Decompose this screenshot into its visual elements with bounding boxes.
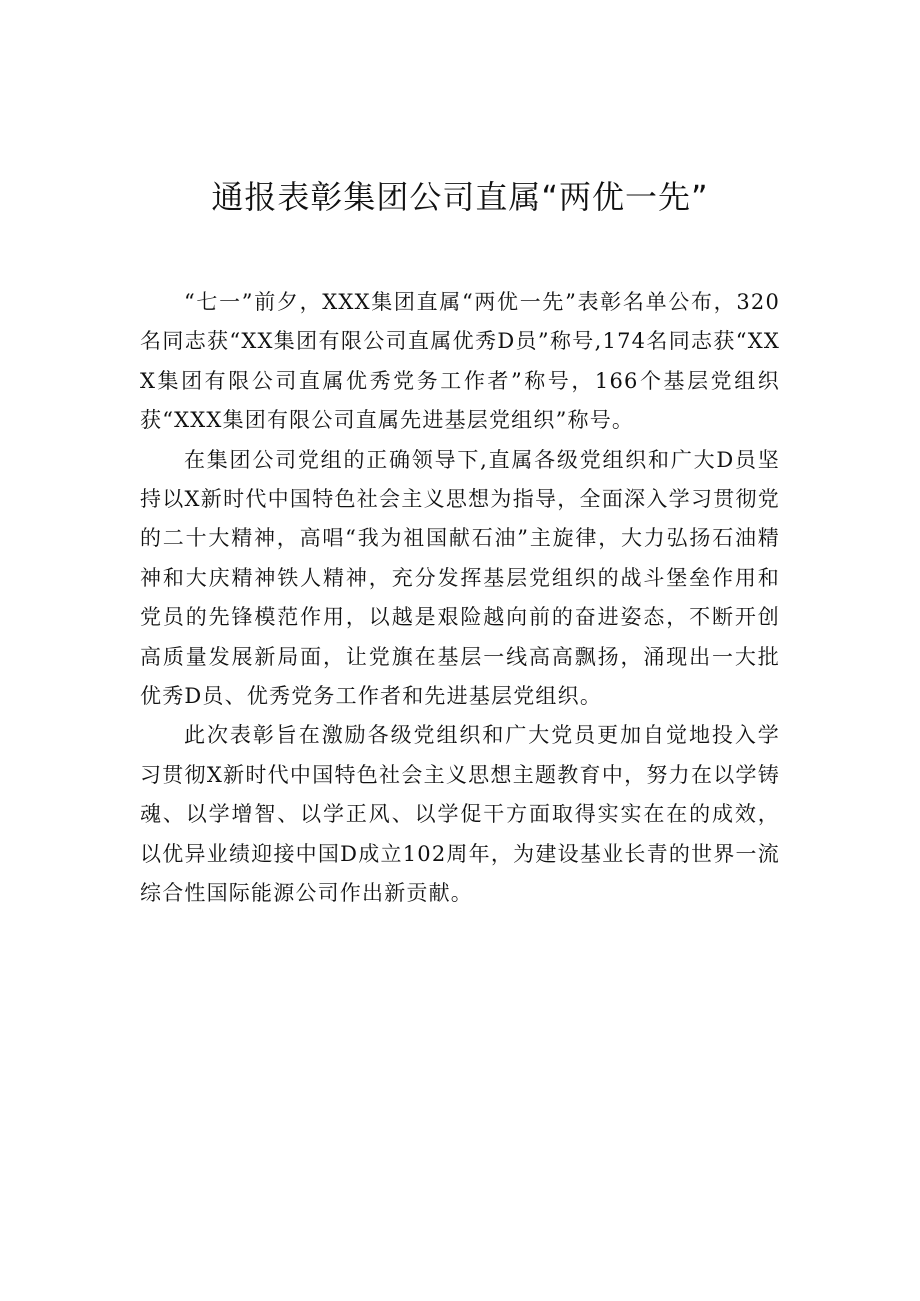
document-body <box>140 283 780 914</box>
paragraph-purpose: 此次表彰旨在激励各级党组织和广大党员更加自觉地投入学习贯彻X新时代中国特色社会主义思想主题教育中，努力在以学铸魂、以学增智、以学正风、以学促干方面取得实实在在的成效，以优异业绩迎接中国D成立102周年，为建设基业长青的世界一流综合性国际能源公司作出新贡献。 <box>140 723 780 906</box>
paragraph-achievements: 在集团公司党组的正确领导下,直属各级党组织和广大D员坚持以X新时代中国特色社会主义思想为指导，全面深入学习贯彻党的二十大精神，高唱“我为祖国献石油”主旋律，大力弘扬石油精神和大庆精神铁人精神，充分发挥基层党组织的战斗堡垒作用和党员的先锋模范作用，以越是艰险越向前的奋进姿态，不断开创高质量发展新局面，让党旗在基层一线高高飘扬，涌现出一大批优秀D员、优秀党务工作者和先进基层党组织。 <box>140 447 780 709</box>
document-title: 通报表彰集团公司直属“两优一先” <box>211 178 709 216</box>
paragraph-announcement: “七一”前夕，XXX集团直属“两优一先”表彰名单公布，320名同志获“XX集团有限公司直属优秀D员”称号,174名同志获“XXX集团有限公司直属优秀党务工作者”称号，166个基层党组织获“XXX集团有限公司直属先进基层党组织”称号。 <box>140 290 780 433</box>
